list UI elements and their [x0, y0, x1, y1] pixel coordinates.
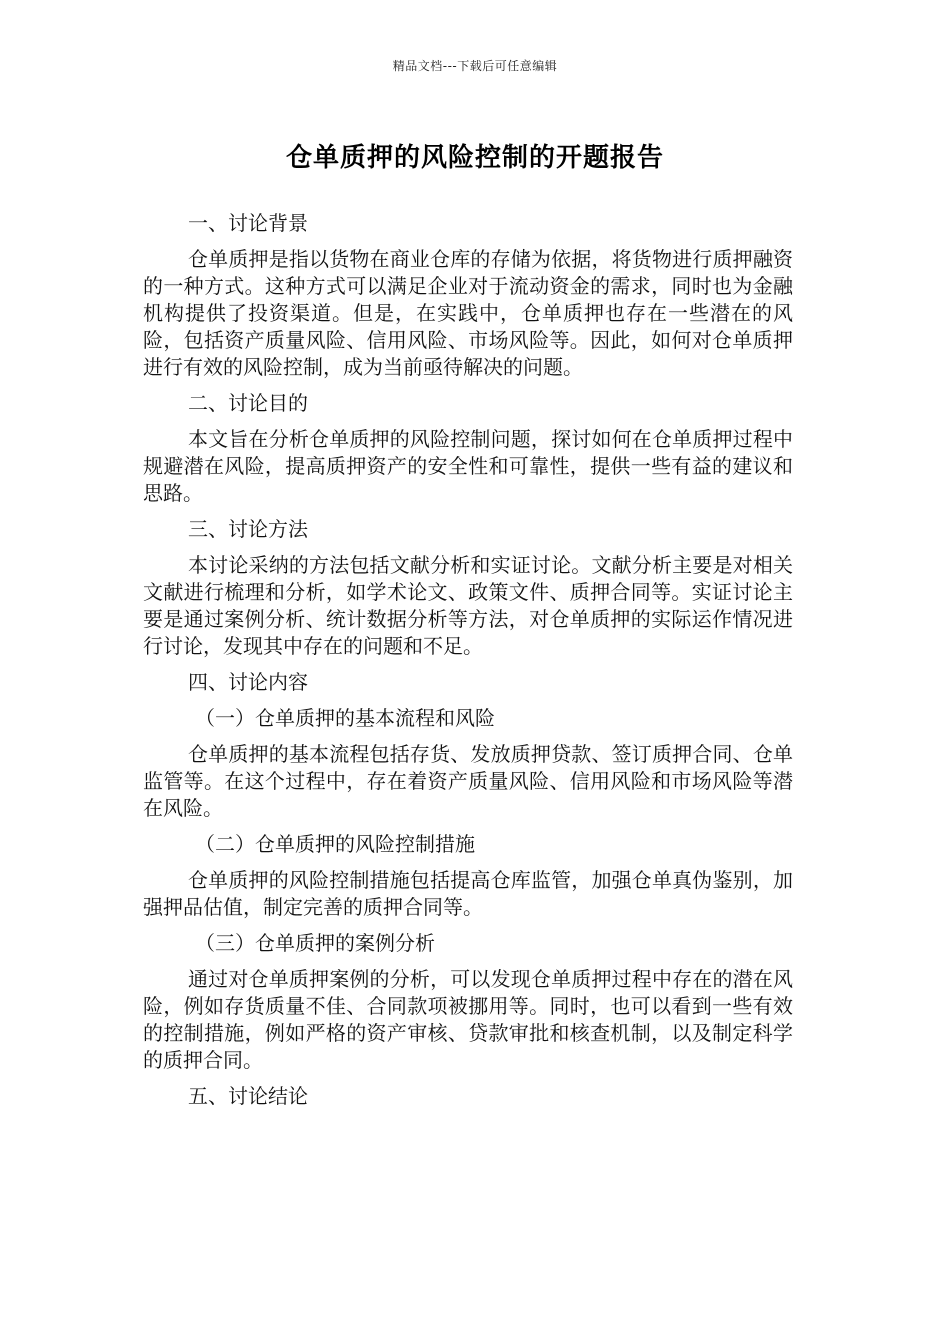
- paragraph-background: 仓单质押是指以货物在商业仓库的存储为依据，将货物进行质押融资的一种方式。这种方式可以满足企业对于流动资金的需求，同时也为金融机构提供了投资渠道。但是，在实践中，仓单质押也存在一些潜在的风险，包括资产质量风险、信用风险、市场风险等。因此，如何对仓单质押进行有效的风险控制，成为当前亟待解决的问题。: [143, 247, 793, 379]
- paragraph-method: 本讨论采纳的方法包括文献分析和实证讨论。文献分析主要是对相关文献进行梳理和分析，如学术论文、政策文件、质押合同等。实证讨论主要是通过案例分析、统计数据分析等方法，对仓单质押的实际运作情况进行讨论，发现其中存在的问题和不足。: [143, 553, 793, 658]
- paragraph-process: 仓单质押的基本流程包括存货、发放质押贷款、签订质押合同、仓单监管等。在这个过程中，存在着资产质量风险、信用风险和市场风险等潜在风险。: [143, 742, 793, 820]
- section-heading-purpose: 二、讨论目的: [188, 391, 308, 415]
- paragraph-cases: 通过对仓单质押案例的分析，可以发现仓单质押过程中存在的潜在风险，例如存货质量不佳、合同款项被挪用等。同时，也可以看到一些有效的控制措施，例如严格的资产审核、贷款审批和核查机制，以及制定科学的质押合同。: [143, 967, 793, 1072]
- section-heading-conclusion: 五、讨论结论: [188, 1084, 308, 1108]
- subsection-heading-process: （一）仓单质押的基本流程和风险: [195, 706, 495, 730]
- page-header-note: 精品文档---下载后可任意编辑: [392, 59, 558, 73]
- paragraph-purpose: 本文旨在分析仓单质押的风险控制问题，探讨如何在仓单质押过程中规避潜在风险，提高质押资产的安全性和可靠性，提供一些有益的建议和思路。: [143, 427, 793, 505]
- section-heading-content: 四、讨论内容: [188, 670, 308, 694]
- section-heading-method: 三、讨论方法: [188, 517, 308, 541]
- page-title: 仓单质押的风险控制的开题报告: [285, 143, 664, 173]
- subsection-heading-cases: （三）仓单质押的案例分析: [195, 931, 435, 955]
- subsection-heading-measures: （二）仓单质押的风险控制措施: [195, 832, 475, 856]
- section-heading-background: 一、讨论背景: [188, 211, 308, 235]
- paragraph-measures: 仓单质押的风险控制措施包括提高仓库监管，加强仓单真伪鉴别，加强押品估值，制定完善的质押合同等。: [143, 868, 793, 919]
- document-body: [143, 210, 793, 1119]
